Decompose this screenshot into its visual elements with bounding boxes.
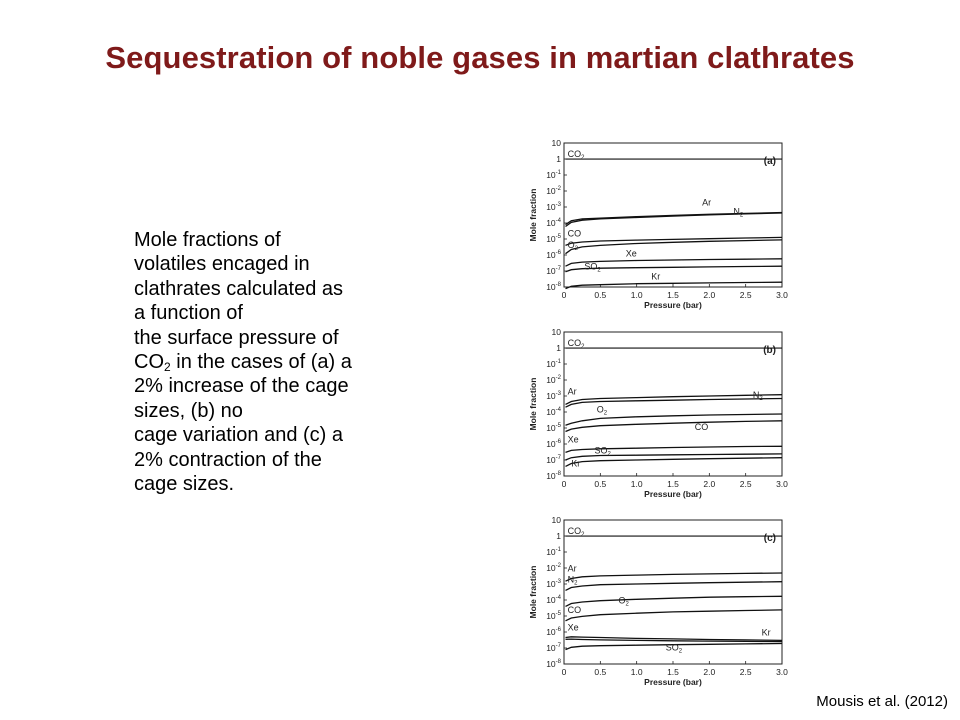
y-tick-exponent: -6 xyxy=(555,250,561,256)
series-label-text: SO xyxy=(594,445,608,456)
y-tick-label xyxy=(546,218,561,228)
x-tick-label: 0 xyxy=(561,667,567,677)
x-tick-label: 2.5 xyxy=(739,290,752,300)
series-label-subscript: 2 xyxy=(759,395,763,402)
y-tick-label xyxy=(556,343,561,353)
series-label-text: O xyxy=(567,239,575,250)
description-line: 2% increase of the cage xyxy=(134,375,349,398)
y-tick-exponent: -4 xyxy=(555,595,561,601)
y-tick-label xyxy=(546,547,561,557)
y-tick-label xyxy=(546,423,561,433)
description-line: 2% contraction of the xyxy=(134,448,322,471)
y-tick-base: 1 xyxy=(556,531,561,541)
figure-description xyxy=(134,228,404,496)
series-label-subscript: 2 xyxy=(581,155,585,162)
y-tick-base: 10 xyxy=(551,515,561,525)
y-tick-label xyxy=(546,595,561,605)
series-label-text: Xe xyxy=(625,248,637,259)
y-tick-label xyxy=(546,234,561,244)
y-tick-base: 10 xyxy=(546,547,556,557)
y-tick-label xyxy=(546,359,561,369)
y-tick-exponent: -8 xyxy=(555,471,561,477)
series-label xyxy=(568,564,577,574)
series-label xyxy=(568,605,582,615)
co2-text: CO xyxy=(134,351,164,374)
series-label xyxy=(568,240,579,252)
description-line: a function of xyxy=(134,302,243,325)
panel-label: (c) xyxy=(763,533,776,544)
y-tick-label xyxy=(546,266,561,276)
y-tick-base: 10 xyxy=(546,659,556,669)
x-tick-label: 3.0 xyxy=(776,667,788,677)
series-label-subscript: 2 xyxy=(678,648,683,655)
x-tick-label: 1.0 xyxy=(630,479,643,489)
series-line xyxy=(566,282,783,288)
y-tick-base: 10 xyxy=(546,471,556,481)
y-tick-label xyxy=(546,627,561,637)
y-tick-exponent: -8 xyxy=(555,659,561,665)
y-tick-base: 10 xyxy=(546,282,556,292)
y-tick-base: 10 xyxy=(546,563,556,573)
y-tick-label xyxy=(556,154,561,164)
y-tick-label xyxy=(556,531,561,541)
x-tick-label: 0.5 xyxy=(594,479,607,489)
y-tick-exponent: -7 xyxy=(555,455,561,461)
series-label-subscript: 2 xyxy=(739,212,744,219)
y-tick-exponent: -7 xyxy=(555,266,561,272)
y-axis-label: Mole fraction xyxy=(528,565,538,619)
y-tick-base: 10 xyxy=(546,186,556,196)
series-line xyxy=(566,458,783,467)
x-tick-label: 3.0 xyxy=(776,290,788,300)
series-label xyxy=(584,262,601,274)
y-tick-exponent: -4 xyxy=(555,407,561,413)
y-tick-label xyxy=(546,471,561,481)
y-tick-label xyxy=(546,186,561,196)
x-axis-label: Pressure (bar) xyxy=(644,300,702,310)
description-line: sizes, (b) no xyxy=(134,399,243,422)
series-label-subscript: 2 xyxy=(607,451,611,458)
y-tick-label xyxy=(546,579,561,589)
series-label-subscript: 2 xyxy=(574,580,578,587)
series-label-text: CO xyxy=(567,338,582,349)
description-line: cage sizes. xyxy=(134,473,235,496)
chart-panel xyxy=(528,515,788,687)
y-tick-exponent: -1 xyxy=(555,547,561,553)
x-tick-label: 0 xyxy=(561,290,567,300)
panel-label: (a) xyxy=(763,156,776,167)
y-tick-base: 10 xyxy=(546,250,556,260)
x-tick-label: 3.0 xyxy=(776,479,788,489)
series-label xyxy=(571,458,580,468)
series-label-text: Kr xyxy=(761,627,771,638)
y-tick-base: 10 xyxy=(551,327,561,337)
y-tick-base: 10 xyxy=(546,595,556,605)
series-label-text: Xe xyxy=(567,622,579,633)
y-tick-label xyxy=(552,327,562,337)
y-tick-label xyxy=(546,282,561,292)
y-tick-label xyxy=(546,643,561,653)
x-axis-label: Pressure (bar) xyxy=(644,677,702,687)
y-tick-exponent: -2 xyxy=(555,563,561,569)
series-label-text: CO xyxy=(694,421,709,432)
series-label-text: Xe xyxy=(567,434,579,445)
series-line xyxy=(566,421,783,432)
series-label-subscript: 2 xyxy=(625,601,629,608)
y-tick-base: 10 xyxy=(546,375,556,385)
y-tick-label xyxy=(546,611,561,621)
description-line: clathrates calculated as xyxy=(134,277,344,300)
y-tick-exponent: -8 xyxy=(555,282,561,288)
y-tick-label xyxy=(546,455,561,465)
description-line: the surface pressure of xyxy=(134,326,339,349)
x-axis-label: Pressure (bar) xyxy=(644,489,702,499)
series-label-subscript: 2 xyxy=(574,245,578,252)
y-tick-exponent: -3 xyxy=(555,202,561,208)
series-line xyxy=(566,582,783,591)
citation: Mousis et al. (2012) xyxy=(816,693,948,710)
description-line-rest: in the cases of (a) a xyxy=(170,351,352,374)
description-line: volatiles encaged in xyxy=(134,253,310,276)
series-label-text: CO xyxy=(567,149,582,160)
series-label-text: O xyxy=(596,404,604,415)
x-tick-label: 0 xyxy=(561,479,567,489)
series-label-subscript: 2 xyxy=(581,532,585,539)
y-tick-label xyxy=(546,202,561,212)
x-tick-label: 2.5 xyxy=(739,479,752,489)
series-line xyxy=(566,596,783,606)
y-tick-exponent: -6 xyxy=(555,439,561,445)
series-label xyxy=(762,628,771,638)
series-label xyxy=(702,198,711,208)
y-tick-label xyxy=(546,407,561,417)
y-tick-exponent: -4 xyxy=(555,218,561,224)
x-tick-label: 1.5 xyxy=(667,290,679,300)
y-tick-base: 1 xyxy=(556,343,561,353)
series-label-text: SO xyxy=(584,261,598,272)
y-tick-base: 10 xyxy=(551,138,561,148)
y-tick-base: 10 xyxy=(546,423,556,433)
description-line: Mole fractions of xyxy=(134,229,281,251)
x-tick-label: 1.0 xyxy=(630,667,643,677)
series-label xyxy=(753,390,764,402)
series-label-subscript: 2 xyxy=(581,344,585,351)
y-tick-label xyxy=(546,563,561,573)
y-tick-label xyxy=(552,138,562,148)
series-label xyxy=(568,575,579,587)
series-label-text: N xyxy=(733,206,740,217)
x-tick-label: 1.5 xyxy=(667,667,679,677)
y-tick-label xyxy=(546,375,561,385)
series-line xyxy=(566,573,783,581)
y-tick-base: 10 xyxy=(546,359,556,369)
y-tick-base: 10 xyxy=(546,627,556,637)
x-tick-label: 1.5 xyxy=(667,479,679,489)
y-tick-base: 10 xyxy=(546,439,556,449)
series-label xyxy=(651,271,660,281)
y-tick-label xyxy=(546,170,561,180)
series-label xyxy=(568,387,577,397)
series-label-text: CO xyxy=(567,605,582,616)
x-tick-label: 2.0 xyxy=(703,667,716,677)
series-label-text: SO xyxy=(665,642,679,653)
series-line xyxy=(566,259,783,266)
y-axis-label: Mole fraction xyxy=(528,188,538,242)
chart-panel xyxy=(528,327,788,499)
series-label-text: N xyxy=(752,389,760,400)
y-tick-base: 10 xyxy=(546,391,556,401)
series-label xyxy=(568,623,579,633)
series-label-subscript: 2 xyxy=(603,410,608,417)
y-tick-exponent: -3 xyxy=(555,391,561,397)
x-tick-label: 0.5 xyxy=(594,290,607,300)
y-tick-base: 10 xyxy=(546,218,556,228)
y-tick-base: 10 xyxy=(546,407,556,417)
series-label xyxy=(568,229,582,239)
description-line xyxy=(134,350,404,374)
series-label-text: Ar xyxy=(567,563,577,574)
series-label-text: Kr xyxy=(571,458,581,469)
x-tick-label: 1.0 xyxy=(630,290,643,300)
y-tick-base: 10 xyxy=(546,579,556,589)
y-tick-base: 10 xyxy=(546,611,556,621)
series-label xyxy=(597,405,608,417)
series-label xyxy=(619,596,630,608)
series-label-text: Ar xyxy=(567,386,577,397)
y-tick-exponent: -7 xyxy=(555,643,561,649)
x-tick-label: 2.0 xyxy=(703,290,716,300)
slide-title: Sequestration of noble gases in martian clathrates xyxy=(105,40,855,75)
y-tick-base: 10 xyxy=(546,643,556,653)
series-line xyxy=(566,237,783,245)
y-tick-label xyxy=(552,515,562,525)
x-tick-label: 2.0 xyxy=(703,479,716,489)
mole-fraction-charts xyxy=(520,135,790,695)
series-label xyxy=(626,249,637,259)
y-tick-exponent: -2 xyxy=(555,186,561,192)
y-tick-exponent: -1 xyxy=(555,170,561,176)
y-tick-exponent: -1 xyxy=(555,359,561,365)
series-line xyxy=(566,610,783,621)
y-tick-base: 10 xyxy=(546,455,556,465)
y-tick-label xyxy=(546,439,561,449)
x-tick-label: 0.5 xyxy=(594,667,607,677)
series-label-text: CO xyxy=(567,526,582,537)
y-tick-label xyxy=(546,250,561,260)
series-label xyxy=(568,435,579,445)
y-tick-base: 10 xyxy=(546,202,556,212)
series-label-text: N xyxy=(567,574,575,585)
y-tick-base: 10 xyxy=(546,266,556,276)
series-label-subscript: 2 xyxy=(597,267,601,274)
chart-panel xyxy=(528,138,788,310)
series-label-text: CO xyxy=(567,228,582,239)
series-label xyxy=(733,206,744,218)
y-tick-base: 10 xyxy=(546,234,556,244)
y-tick-exponent: -6 xyxy=(555,627,561,633)
series-label-text: Kr xyxy=(651,271,661,282)
description-line: cage variation and (c) a xyxy=(134,424,344,447)
y-tick-label xyxy=(546,659,561,669)
y-tick-exponent: -2 xyxy=(555,375,561,381)
y-tick-label xyxy=(546,391,561,401)
co2-subscript: 2 xyxy=(164,360,171,375)
y-tick-exponent: -5 xyxy=(555,423,561,429)
series-label-text: O xyxy=(618,595,626,606)
y-tick-base: 10 xyxy=(546,170,556,180)
y-tick-exponent: -5 xyxy=(555,234,561,240)
series-label-text: Ar xyxy=(702,197,712,208)
series-label xyxy=(695,422,709,432)
y-tick-exponent: -5 xyxy=(555,611,561,617)
x-tick-label: 2.5 xyxy=(739,667,752,677)
y-tick-base: 1 xyxy=(556,154,561,164)
y-tick-exponent: -3 xyxy=(555,579,561,585)
series-line xyxy=(566,240,783,254)
panel-label: (b) xyxy=(763,345,776,356)
y-axis-label: Mole fraction xyxy=(528,377,538,431)
